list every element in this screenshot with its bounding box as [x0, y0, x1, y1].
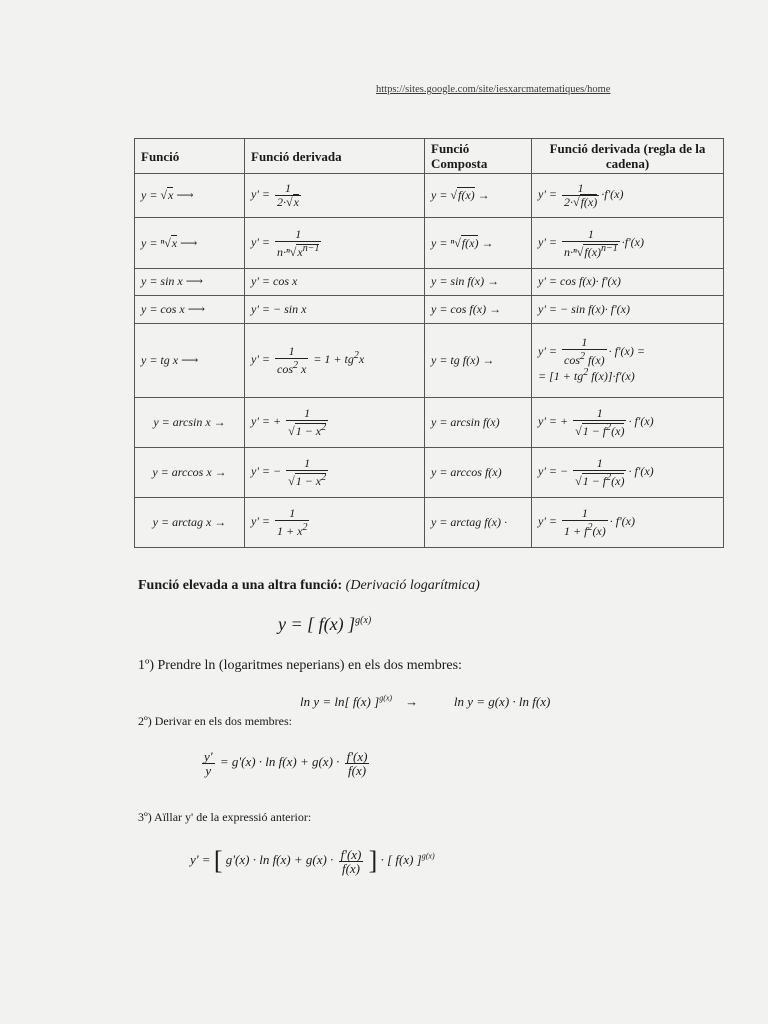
section-title: Funció elevada a una altra funció: — [138, 578, 343, 593]
cell-function: y = arctag x → — [135, 497, 245, 547]
cell-composite: y = √f(x) → — [425, 174, 532, 218]
cell-composite: y = arccos f(x) — [425, 447, 532, 497]
table-row — [135, 497, 724, 547]
table-header-row — [135, 139, 724, 174]
cell-derivative: y' = cos x — [245, 268, 425, 296]
section-heading — [138, 578, 480, 594]
step-2: 2º) Derivar en els dos membres: — [138, 714, 293, 728]
table-row — [135, 324, 724, 398]
cell-chain-rule: y' = $\frac{1}{\cos^2 f(x)}$ · f'(x) = = [$1 + tg^2$ f(x)]·f'(x) — [532, 324, 724, 398]
cell-chain-rule: y' = + $\frac{1}{√1 - f^2(x)}$ · f'(x) — [532, 397, 724, 447]
source-url[interactable]: https://sites.google.com/site/iesxarcmatematiques/home — [376, 84, 611, 95]
table-row — [135, 174, 724, 218]
cell-function: y = √x ⟶ — [135, 174, 245, 218]
cell-composite: y = ⁿ√f(x) → — [425, 218, 532, 268]
cell-composite: y = tg f(x) → — [425, 324, 532, 398]
formula-ln: ln y = ln[ f(x) ]$^{g(x)}$ → ln y = g(x) · ln f(x) — [300, 694, 551, 710]
formula-derivative: $\frac{y'}{y}$ = g'(x) · ln f(x) + g(x) · $\frac{f'(x)}{f(x)}$ — [204, 749, 368, 778]
formula-main: y = [ f(x) ]$^{g(x)}$ — [278, 614, 372, 634]
cell-function: y = tg x ⟶ — [135, 324, 245, 398]
cell-chain-rule: y' = cos f(x)· f'(x) — [532, 268, 724, 296]
cell-derivative: y' = − sin x — [245, 296, 425, 324]
table-row — [135, 447, 724, 497]
header-funcio: Funció — [135, 139, 245, 174]
cell-chain-rule: y' = − $\frac{1}{√1 - f^2(x)}$ · f'(x) — [532, 447, 724, 497]
cell-function: y = ⁿ√x ⟶ — [135, 218, 245, 268]
table-row — [135, 218, 724, 268]
cell-composite: y = cos f(x) → — [425, 296, 532, 324]
formula-result: y' = [ g'(x) · ln f(x) + g(x) · $\frac{f'(x)}{f(x)}$ ] · [ f(x) ]$^{g(x)}$ — [190, 846, 435, 876]
cell-function: y = arcsin x → — [135, 397, 245, 447]
cell-derivative: y' = $\frac{1}{n\cdot^n√x^{n-1}}$ — [245, 218, 425, 268]
cell-composite: y = arctag f(x) · — [425, 497, 532, 547]
cell-chain-rule: y' = − sin f(x)· f'(x) — [532, 296, 724, 324]
step-3: 3º) Aïllar y' de la expressió anterior: — [138, 810, 312, 824]
cell-derivative: y' = + $\frac{1}{√1 - x^2}$ — [245, 397, 425, 447]
cell-chain-rule: y' = $\frac{1}{1 + f^2(x)}$ · f'(x) — [532, 497, 724, 547]
header-funcio-composta: Funció Composta — [425, 139, 532, 174]
cell-derivative: y' = − $\frac{1}{√1 - x^2}$ — [245, 447, 425, 497]
cell-chain-rule: y' = $\frac{1}{n\cdot^n√f(x)^{n-1}}$ ·f'(x) — [532, 218, 724, 268]
table-row — [135, 296, 724, 324]
cell-function: y = sin x ⟶ — [135, 268, 245, 296]
cell-function: y = cos x ⟶ — [135, 296, 245, 324]
cell-function: y = arccos x → — [135, 447, 245, 497]
cell-derivative: y' = $\frac{1}{2\cdot√x}$ — [245, 174, 425, 218]
cell-derivative: y' = $\frac{1}{1 + x^2}$ — [245, 497, 425, 547]
cell-composite: y = arcsin f(x) — [425, 397, 532, 447]
table-row — [135, 268, 724, 296]
derivatives-table — [134, 138, 724, 548]
section-subtitle: (Derivació logarítmica) — [345, 578, 480, 593]
cell-chain-rule: y' = $\frac{1}{2\cdot√f(x)}$ ·f'(x) — [532, 174, 724, 218]
cell-derivative: y' = $\frac{1}{\cos^2 x}$ = $1 + tg^2x$ — [245, 324, 425, 398]
cell-composite: y = sin f(x) → — [425, 268, 532, 296]
step-1: 1º) Prendre ln (logaritmes neperians) en els dos membres: — [138, 658, 462, 673]
header-regla-cadena: Funció derivada (regla de la cadena) — [532, 139, 724, 174]
header-funcio-derivada: Funció derivada — [245, 139, 425, 174]
table-row — [135, 397, 724, 447]
